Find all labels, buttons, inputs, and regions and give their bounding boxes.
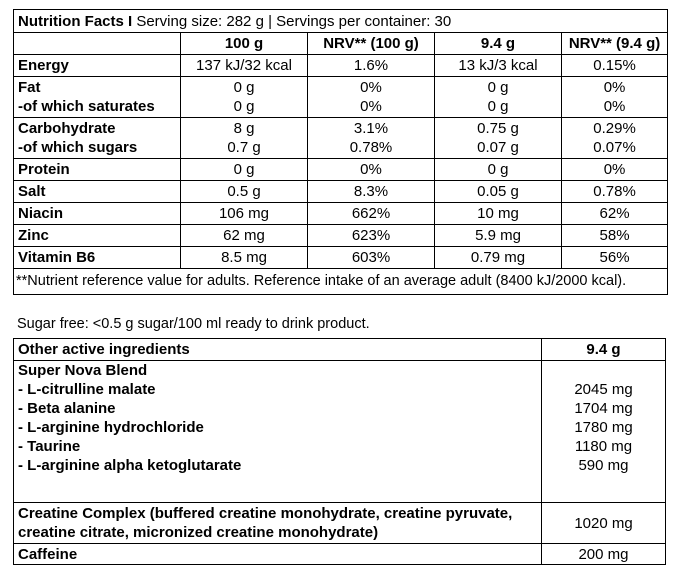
blend-item-name: - L-arginine alpha ketoglutarate	[18, 457, 242, 474]
nrv-100g-cell	[308, 225, 435, 247]
value-serving-cell	[435, 203, 562, 225]
nutrient-row	[14, 181, 668, 203]
nutrient-label: Niacin	[18, 205, 64, 222]
nrv-serving: 56%	[599, 249, 630, 266]
nutrient-label-cell	[14, 118, 181, 159]
nrv-100g: 623%	[351, 227, 391, 244]
nrv-100g: 0%	[360, 98, 382, 115]
nrv-serving: 0.15%	[593, 57, 636, 74]
nutrient-label: Vitamin B6	[18, 249, 96, 266]
blend-item-amount: 1704 mg	[574, 400, 633, 417]
value-serving: 0 g	[487, 79, 509, 96]
nrv-serving-cell	[562, 203, 668, 225]
other-ingredients-table	[13, 338, 666, 565]
nrv-serving: 0.29%	[593, 120, 636, 137]
nrv-serving-cell	[562, 225, 668, 247]
nutrition-facts-table	[13, 9, 668, 295]
nutrient-label-cell	[14, 203, 181, 225]
nrv-100g: 3.1%	[353, 120, 389, 137]
value-100g-cell	[181, 225, 308, 247]
value-serving-cell	[435, 225, 562, 247]
nrv-100g-cell	[308, 77, 435, 118]
nrv-100g: 662%	[351, 205, 391, 222]
column-header: NRV** (9.4 g)	[562, 33, 668, 55]
value-100g-cell	[181, 181, 308, 203]
other-header: Other active ingredients	[14, 339, 542, 361]
value-serving: 0.07 g	[477, 139, 519, 156]
nrv-serving-cell	[562, 181, 668, 203]
sugar-note: Sugar free: <0.5 g sugar/100 ml ready to drink product.	[17, 316, 370, 332]
table-title	[14, 10, 668, 33]
blend-names	[14, 361, 542, 503]
value-100g: 62 mg	[223, 227, 265, 244]
title-row	[14, 10, 668, 33]
nutrient-row	[14, 247, 668, 269]
value-serving: 0 g	[487, 98, 509, 115]
nrv-serving-cell	[562, 77, 668, 118]
blend-item-amount: 1180 mg	[574, 438, 633, 455]
other-header-row	[14, 339, 666, 361]
creatine-amount: 1020 mg	[542, 503, 666, 544]
blend-row	[14, 361, 666, 503]
nutrient-label-cell	[14, 181, 181, 203]
value-100g: 0.7 g	[227, 139, 261, 156]
nrv-serving-cell	[562, 247, 668, 269]
nrv-100g-cell	[308, 181, 435, 203]
nrv-serving-cell	[562, 55, 668, 77]
value-100g-cell	[181, 77, 308, 118]
value-serving-cell	[435, 159, 562, 181]
header-empty	[14, 33, 181, 55]
nutrient-label: Zinc	[18, 227, 49, 244]
nutrient-label: Salt	[18, 183, 46, 200]
value-100g: 106 mg	[218, 205, 270, 222]
blend-item-name: - L-arginine hydrochloride	[18, 419, 204, 436]
title-bold: Nutrition Facts I	[18, 12, 133, 30]
nrv-100g-cell	[308, 247, 435, 269]
value-100g: 0 g	[233, 98, 255, 115]
nrv-100g: 1.6%	[353, 57, 389, 74]
value-100g: 0.5 g	[227, 183, 261, 200]
value-serving-cell	[435, 247, 562, 269]
nutrient-label: Fat	[18, 79, 41, 96]
title-rest: Serving size: 282 g | Servings per container: 30	[132, 12, 452, 30]
nrv-serving-cell	[562, 159, 668, 181]
creatine-row	[14, 503, 666, 544]
nrv-100g: 0%	[360, 161, 382, 178]
value-100g-cell	[181, 55, 308, 77]
nutrient-label: Carbohydrate	[18, 120, 116, 137]
footnote: **Nutrient reference value for adults. Reference intake of an average adult (8400 kJ/2000 kcal).	[14, 269, 668, 295]
nutrient-label-cell	[14, 247, 181, 269]
blend-item-amount: 1780 mg	[574, 419, 633, 436]
blend-item-amount: 2045 mg	[574, 381, 633, 398]
blend-item-name: - Taurine	[18, 438, 81, 455]
nutrient-row	[14, 225, 668, 247]
value-serving-cell	[435, 118, 562, 159]
value-serving-cell	[435, 77, 562, 118]
nutrient-row	[14, 203, 668, 225]
value-100g-cell	[181, 118, 308, 159]
value-serving: 0.79 mg	[470, 249, 526, 266]
creatine-line: Creatine Complex (buffered creatine monohydrate, creatine pyruvate,	[18, 505, 513, 522]
nrv-serving: 0%	[603, 98, 626, 115]
nrv-100g: 0%	[360, 79, 382, 96]
nutrient-label: Energy	[18, 57, 69, 74]
value-serving: 10 mg	[477, 205, 519, 222]
nrv-serving: 0.07%	[593, 139, 636, 156]
value-100g: 137 kJ/32 kcal	[196, 57, 292, 74]
nrv-serving: 0.78%	[593, 183, 636, 200]
blend-item-name: - L-citrulline malate	[18, 381, 156, 398]
blend-item-name: - Beta alanine	[18, 400, 116, 417]
caffeine-amount: 200 mg	[542, 544, 666, 565]
nutrient-label-cell	[14, 225, 181, 247]
creatine-label	[14, 503, 542, 544]
column-header: 100 g	[181, 33, 308, 55]
nrv-100g-cell	[308, 118, 435, 159]
value-100g: 0 g	[233, 161, 255, 178]
caffeine-row	[14, 544, 666, 565]
nrv-serving: 58%	[599, 227, 630, 244]
value-100g-cell	[181, 159, 308, 181]
nrv-100g-cell	[308, 203, 435, 225]
blend-name: Super Nova Blend	[18, 362, 148, 379]
nrv-serving: 62%	[599, 205, 630, 222]
column-header-row	[14, 33, 668, 55]
value-serving: 0.05 g	[477, 183, 519, 200]
nutrient-row	[14, 159, 668, 181]
blend-amounts	[542, 361, 666, 503]
nrv-100g-cell	[308, 159, 435, 181]
nutrient-row	[14, 77, 668, 118]
value-100g: 8 g	[233, 120, 255, 137]
value-serving-cell	[435, 55, 562, 77]
nrv-100g: 8.3%	[353, 183, 389, 200]
footnote-row	[14, 269, 668, 295]
value-serving: 13 kJ/3 kcal	[458, 57, 538, 74]
nutrient-label-cell	[14, 77, 181, 118]
nutrient-label-cell	[14, 55, 181, 77]
other-header-amount: 9.4 g	[542, 339, 666, 361]
value-serving-cell	[435, 181, 562, 203]
blend-item-amount: 590 mg	[578, 457, 629, 474]
nutrient-label: -of which sugars	[18, 139, 138, 156]
nrv-100g: 603%	[351, 249, 391, 266]
nutrient-row	[14, 118, 668, 159]
value-serving: 5.9 mg	[475, 227, 521, 244]
column-header: NRV** (100 g)	[308, 33, 435, 55]
column-header: 9.4 g	[435, 33, 562, 55]
nutrient-row	[14, 55, 668, 77]
value-serving: 0.75 g	[477, 120, 519, 137]
value-100g: 8.5 mg	[221, 249, 267, 266]
nrv-100g-cell	[308, 55, 435, 77]
nrv-serving: 0%	[603, 161, 626, 178]
creatine-line: creatine citrate, micronized creatine monohydrate)	[18, 524, 379, 541]
value-serving: 0 g	[487, 161, 509, 178]
nrv-100g: 0.78%	[349, 139, 393, 156]
nrv-serving: 0%	[603, 79, 626, 96]
value-100g: 0 g	[233, 79, 255, 96]
nutrient-label: Protein	[18, 161, 70, 178]
nutrient-label: -of which saturates	[18, 98, 155, 115]
value-100g-cell	[181, 247, 308, 269]
value-100g-cell	[181, 203, 308, 225]
nutrient-label-cell	[14, 159, 181, 181]
nutrient-rows	[14, 55, 668, 269]
caffeine-label: Caffeine	[14, 544, 542, 565]
nrv-serving-cell	[562, 118, 668, 159]
